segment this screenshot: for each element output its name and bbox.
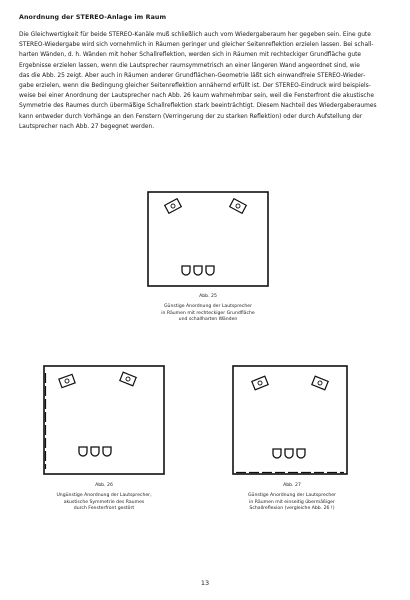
speaker-right-icon	[120, 372, 136, 386]
seating-group-icon	[79, 447, 111, 456]
caption-line: Günstige Anordnung der Lautsprecher	[247, 493, 336, 499]
paragraph-line: kann entweder durch Vorhänge an den Fenstern (Verringerung der zu starken Reflektion) oder durch Aufstellung der	[19, 113, 363, 120]
page-number: 13	[200, 579, 210, 587]
caption-line: Ungünstige Anordnung der Lautsprecher,	[56, 493, 152, 499]
paragraph-line: Symmetrie des Raumes durch übermäßige Schallreflektion stark beeinträchtigt. Diesem Nachteil des Wiedergaberaumes	[19, 103, 377, 110]
section-heading: Anordnung der STEREO-Anlage im Raum	[19, 14, 167, 21]
paragraph-line: Die Gleichwertigkeit für beide STEREO-Kanäle muß schließlich auch vom Wiedergaberaum her gegeben sein. Eine gute	[19, 32, 371, 38]
figure-label: Abb. 25	[199, 294, 217, 299]
seating-group-icon	[273, 449, 305, 458]
caption-line: in Räumen mit einseitig übermäßiger	[249, 499, 335, 505]
speaker-left-icon	[165, 199, 182, 214]
speaker-right-icon	[312, 376, 328, 390]
figure-label: Abb. 26	[95, 483, 113, 488]
paragraph-line: gabe erzielen, wenn die Bedingung gleicher Seitenreflektion annähernd erfüllt ist. Der STEREO-Eindruck wird beispiels-	[19, 83, 371, 90]
figure-26-room-diagram	[43, 365, 165, 475]
paragraph-line: harten Wänden, d. h. Wänden mit hoher Schallreflektion, werden sich in Räumen mit rechteckiger Grundfläche gute	[19, 52, 361, 59]
figure-25-room-diagram	[147, 191, 269, 287]
figure-27-room-diagram	[232, 365, 348, 475]
figure-label: Abb. 27	[283, 483, 301, 488]
caption-line: und schallharten Wänden	[178, 316, 238, 322]
paragraph-line: STEREO-Wiedergabe wird sich vornehmlich in Räumen geringer und gleicher Seitenreflektion erzielen lassen. Bei schall-	[19, 42, 374, 49]
caption-line: in Räumen mit rechteckiger Grundfläche	[161, 310, 255, 316]
speaker-left-icon	[59, 374, 75, 387]
caption-line: Schallreflexion (vergleiche Abb. 26 !)	[249, 505, 335, 511]
paragraph-line: Ergebnisse erzielen lassen, wenn die Lautsprecher raumsymmetrisch an einer längeren Wand angeordnet sind, wie	[19, 62, 360, 69]
paragraph-line: weise bei einer Anordnung der Lautsprecher nach Abb. 26 kaum wahrnehmbar sein, weil die Fensterfront die akustische	[19, 93, 375, 100]
figure-26-caption	[16, 483, 192, 512]
body-paragraph	[19, 30, 391, 132]
speaker-right-icon	[230, 199, 247, 214]
speaker-left-icon	[252, 376, 268, 390]
caption-line: akustische Symmetrie des Raumes	[63, 499, 145, 505]
caption-line: durch Fensterfront gestört	[73, 505, 135, 511]
figure-27-caption	[204, 483, 380, 512]
seating-group-icon	[182, 266, 214, 275]
figure-25-caption	[120, 294, 296, 323]
caption-line: Günstige Anordnung der Lautsprecher	[163, 304, 252, 310]
paragraph-line: das die Abb. 25 zeigt. Aber auch in Räumen anderer Grundflächen-Geometrie läßt sich einwandfreie STEREO-Wieder-	[19, 72, 366, 79]
paragraph-line: Lautsprecher nach Abb. 27 begegnet werden.	[19, 123, 155, 130]
